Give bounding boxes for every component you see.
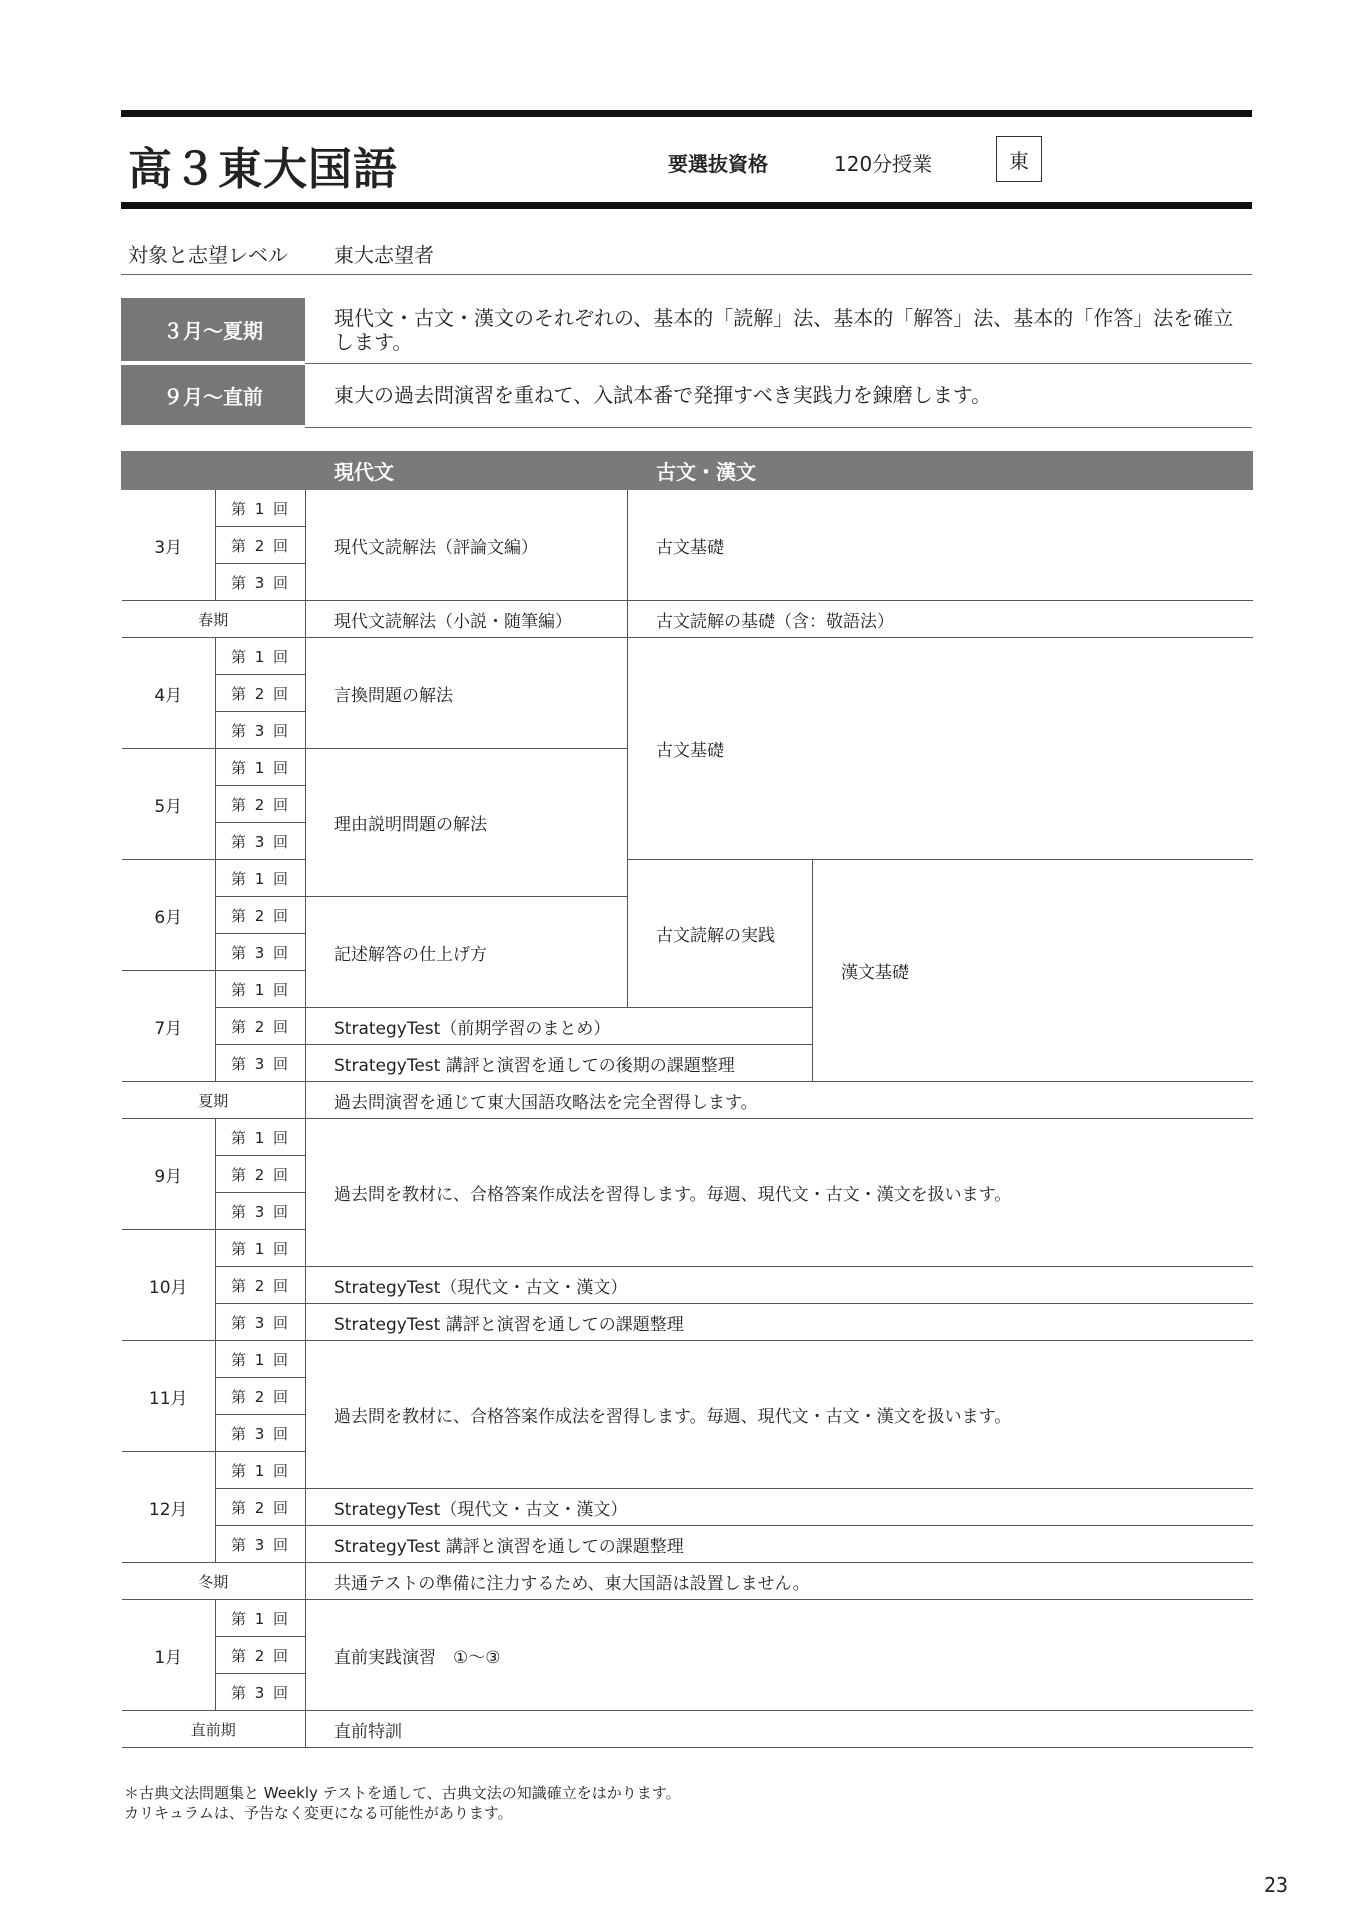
round-cell: 第 3 回 (216, 1045, 306, 1082)
table-row (122, 1711, 1253, 1748)
strategy-review-cell: StrategyTest 講評と演習を通しての課題整理 (306, 1526, 1253, 1563)
round-cell: 第 2 回 (216, 1156, 306, 1193)
round-cell: 第 3 回 (216, 564, 306, 601)
month-cell: 11月 (122, 1341, 216, 1452)
curriculum-table (121, 451, 1253, 1748)
table-row (122, 1304, 1253, 1341)
round-cell: 第 2 回 (216, 675, 306, 712)
month-cell: 7月 (122, 971, 216, 1082)
round-cell: 第 3 回 (216, 1415, 306, 1452)
strategy-review-cell: StrategyTest 講評と演習を通しての後期の課題整理 (306, 1045, 813, 1082)
month-cell: 5月 (122, 749, 216, 860)
target-label: 対象と志望レベル (128, 243, 288, 267)
month-cell: 9月 (122, 1119, 216, 1230)
round-cell: 第 1 回 (216, 490, 306, 527)
round-cell: 第 3 回 (216, 712, 306, 749)
period-divider-2 (305, 427, 1252, 428)
season-cell: 夏期 (122, 1082, 306, 1119)
table-row (122, 638, 1253, 675)
final-cell: 直前特訓 (306, 1711, 1253, 1748)
kanbun-cell: 漢文基礎 (813, 860, 1253, 1082)
page-title: 高３東大国語 (128, 144, 398, 195)
table-row (122, 1526, 1253, 1563)
period-label-autumn-final: ９月～直前 (121, 365, 305, 425)
table-row (122, 490, 1253, 527)
month-cell: 4月 (122, 638, 216, 749)
season-cell: 春期 (122, 601, 306, 638)
final-practice-cell: 直前実践演習 ①～③ (306, 1600, 1253, 1711)
bottom-rule (121, 202, 1252, 209)
round-cell: 第 2 回 (216, 897, 306, 934)
round-cell: 第 1 回 (216, 1119, 306, 1156)
round-cell: 第 1 回 (216, 860, 306, 897)
past-exam-cell: 過去問を教材に、合格答案作成法を習得します。毎週、現代文・古文・漢文を扱います。 (306, 1341, 1253, 1489)
round-cell: 第 3 回 (216, 1193, 306, 1230)
header-blank (122, 452, 306, 490)
classic-cell: 古文基礎 (628, 490, 1253, 601)
modern-cell: 現代文読解法（小説・随筆編） (306, 601, 628, 638)
footnote-grammar: ＊古典文法問題集と Weekly テストを通して、古典文法の知識確立をはかります。 (124, 1784, 681, 1802)
modern-cell: 言換問題の解法 (306, 638, 628, 749)
round-cell: 第 1 回 (216, 1230, 306, 1267)
round-cell: 第 2 回 (216, 1267, 306, 1304)
target-divider (121, 274, 1252, 275)
round-cell: 第 1 回 (216, 749, 306, 786)
header-classic: 古文・漢文 (628, 452, 1253, 490)
table-row (122, 601, 1253, 638)
classic-cell: 古文基礎 (628, 638, 1253, 860)
winter-cell: 共通テストの準備に注力するため、東大国語は設置しません。 (306, 1563, 1253, 1600)
classic-cell: 古文読解の基礎（含：敬語法） (628, 601, 1253, 638)
period-divider-1 (305, 363, 1252, 364)
round-cell: 第 1 回 (216, 1452, 306, 1489)
round-cell: 第 3 回 (216, 1526, 306, 1563)
top-rule (121, 110, 1252, 117)
table-row (122, 1082, 1253, 1119)
campus-badge: 東 (996, 136, 1042, 182)
period-label-spring-summer: ３月～夏期 (121, 298, 305, 361)
table-row (122, 1563, 1253, 1600)
table-header-row (122, 452, 1253, 490)
season-cell: 冬期 (122, 1563, 306, 1600)
season-cell: 直前期 (122, 1711, 306, 1748)
footnote-disclaimer: カリキュラムは、予告なく変更になる可能性があります。 (124, 1804, 513, 1822)
round-cell: 第 2 回 (216, 1489, 306, 1526)
target-value: 東大志望者 (334, 243, 434, 267)
modern-cell: 理由説明問題の解法 (306, 749, 628, 897)
month-cell: 12月 (122, 1452, 216, 1563)
header-modern: 現代文 (306, 452, 628, 490)
round-cell: 第 3 回 (216, 1674, 306, 1711)
round-cell: 第 1 回 (216, 1600, 306, 1637)
period-text-autumn-final: 東大の過去問演習を重ねて、入試本番で発揮すべき実践力を錬磨します。 (334, 383, 992, 407)
table-row (122, 1119, 1253, 1156)
round-cell: 第 1 回 (216, 971, 306, 1008)
month-cell: 6月 (122, 860, 216, 971)
round-cell: 第 1 回 (216, 1341, 306, 1378)
round-cell: 第 2 回 (216, 527, 306, 564)
strategy-test-cell: StrategyTest（現代文・古文・漢文） (306, 1489, 1253, 1526)
round-cell: 第 3 回 (216, 934, 306, 971)
round-cell: 第 2 回 (216, 1637, 306, 1674)
table-row (122, 1489, 1253, 1526)
round-cell: 第 2 回 (216, 1008, 306, 1045)
classic-cell: 古文読解の実践 (628, 860, 813, 1008)
table-row (122, 1600, 1253, 1637)
round-cell: 第 1 回 (216, 638, 306, 675)
table-row (122, 1341, 1253, 1378)
month-cell: 10月 (122, 1230, 216, 1341)
modern-cell: 記述解答の仕上げ方 (306, 897, 628, 1008)
round-cell: 第 2 回 (216, 1378, 306, 1415)
duration-label: 120分授業 (834, 152, 933, 176)
table-row (122, 1267, 1253, 1304)
requirement-label: 要選抜資格 (668, 152, 768, 176)
page-number: 23 (1264, 1873, 1289, 1897)
table-row (122, 860, 1253, 897)
summer-cell: 過去問演習を通じて東大国語攻略法を完全習得します。 (306, 1082, 1253, 1119)
round-cell: 第 3 回 (216, 823, 306, 860)
strategy-test-cell: StrategyTest（前期学習のまとめ） (306, 1008, 813, 1045)
strategy-test-cell: StrategyTest（現代文・古文・漢文） (306, 1267, 1253, 1304)
period-text-spring-summer: 現代文・古文・漢文のそれぞれの、基本的「読解」法、基本的「解答」法、基本的「作答」法を確立します。 (334, 306, 1234, 354)
round-cell: 第 3 回 (216, 1304, 306, 1341)
round-cell: 第 2 回 (216, 786, 306, 823)
past-exam-cell: 過去問を教材に、合格答案作成法を習得します。毎週、現代文・古文・漢文を扱います。 (306, 1119, 1253, 1267)
modern-cell: 現代文読解法（評論文編） (306, 490, 628, 601)
month-cell: 1月 (122, 1600, 216, 1711)
strategy-review-cell: StrategyTest 講評と演習を通しての課題整理 (306, 1304, 1253, 1341)
month-cell: 3月 (122, 490, 216, 601)
